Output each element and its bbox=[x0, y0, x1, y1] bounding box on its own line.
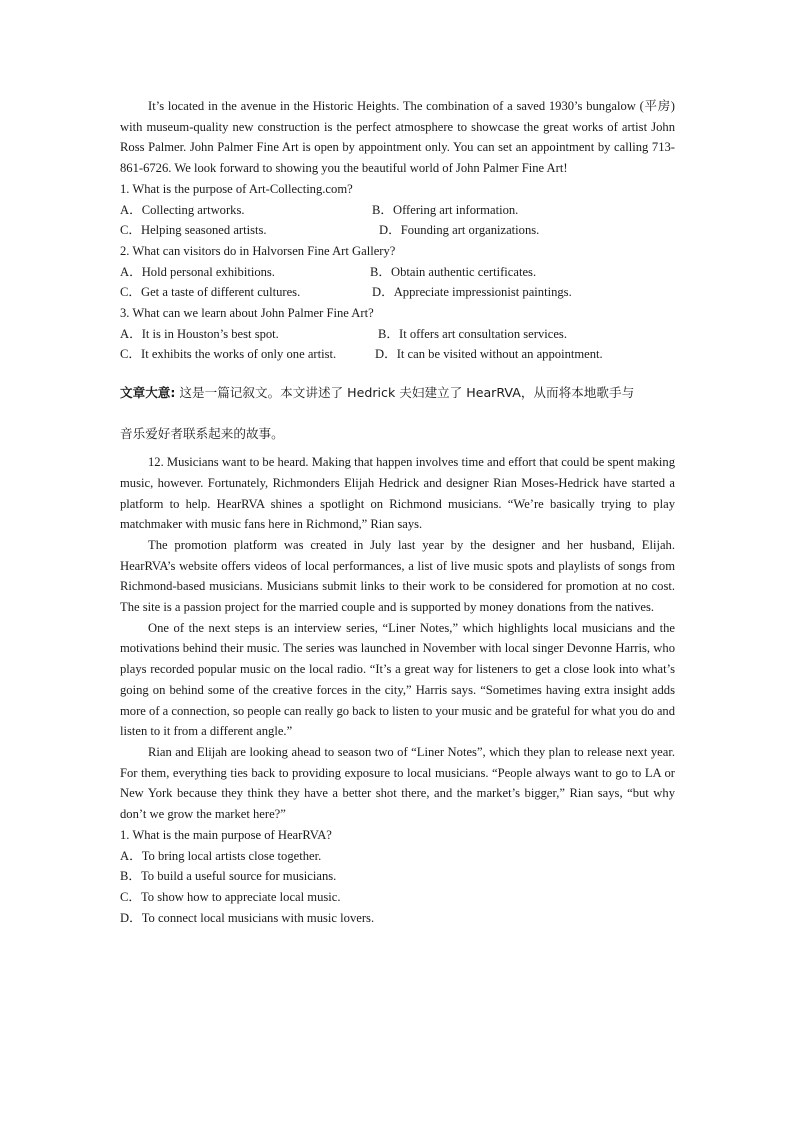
option-a: A．It is in Houston’s best spot. bbox=[120, 326, 279, 341]
summary-line-1 bbox=[120, 383, 675, 403]
options-grid bbox=[120, 324, 675, 345]
option-c: C．Get a taste of different cultures. bbox=[120, 285, 301, 300]
passage2-paragraph: Rian and Elijah are looking ahead to season two of “Liner Notes”, which they plan to release next year. For them, everything ties back to providing exposure to local musicians. “People always want to go to LA or New York because they think they have a better shot there, and the market’s bigger,” Rian says, “but why don’t we grow the market here?” bbox=[120, 744, 675, 822]
question-stem: 1. What is the main purpose of HearRVA? bbox=[120, 827, 332, 842]
option-c: C．To show how to appreciate local music. bbox=[120, 889, 341, 904]
options-grid bbox=[120, 262, 675, 283]
summary-line-2: 音乐爱好者联系起来的故事。 bbox=[120, 426, 284, 442]
options-grid bbox=[120, 220, 675, 241]
option-a: A．Hold personal exhibitions. bbox=[120, 264, 275, 279]
question-stem: 3. What can we learn about John Palmer Fine Art? bbox=[120, 306, 374, 321]
option-d: D．Appreciate impressionist paintings. bbox=[372, 285, 572, 300]
document-page bbox=[120, 96, 675, 928]
passage1-paragraph: It’s located in the avenue in the Historic Heights. The combination of a saved 1930’s bungalow (平房) with museum-quality new construction is the perfect atmosphere to showcase the great works of artist John Ross Palmer. John Palmer Fine Art is open by appointment only. You can set an appointment by calling 713-861-6726. We look forward to showing you the beautiful world of John Palmer Fine Art! bbox=[120, 99, 675, 176]
options-grid bbox=[120, 344, 675, 365]
option-a: A．To bring local artists close together. bbox=[120, 848, 322, 863]
summary-text: 这是一篇记叙文。本文讲述了 Hedrick 夫妇建立了 HearRVA，从而将本地歌手与 bbox=[175, 385, 635, 401]
options-grid bbox=[120, 282, 675, 303]
option-d: D．Founding art organizations. bbox=[379, 223, 540, 238]
option-b: B．To build a useful source for musicians. bbox=[120, 869, 337, 884]
summary-label: 文章大意: bbox=[120, 385, 176, 401]
option-b: B．It offers art consultation services. bbox=[378, 326, 567, 341]
option-a: A．Collecting artworks. bbox=[120, 202, 245, 217]
question-stem: 2. What can visitors do in Halvorsen Fine Art Gallery? bbox=[120, 243, 396, 258]
options-grid bbox=[120, 200, 675, 221]
option-d: D．It can be visited without an appointment. bbox=[375, 347, 603, 362]
option-b: B．Offering art information. bbox=[372, 202, 519, 217]
option-d: D．To connect local musicians with music lovers. bbox=[120, 910, 375, 925]
option-b: B．Obtain authentic certificates. bbox=[370, 264, 537, 279]
passage2-paragraph: One of the next steps is an interview series, “Liner Notes,” which highlights local musicians and the motivations behind their music. The series was launched in November with local singer Devonne Harris, who plays recorded popular music on the local radio. “It’s a great way for listeners to get a close look into what’s going on behind some of the creative forces in the city,” Harris says. “Sometimes having extra insight adds more of a connection, so people can really go back to listen to your music and be grateful for what you do and listen to it from a different angle.” bbox=[120, 620, 676, 739]
passage2-paragraph: 12. Musicians want to be heard. Making that happen involves time and effort that could be spent making music, however. Fortunately, Richmonders Elijah Hedrick and designer Rian Moses-Hedrick have started a platform to help. HearRVA shines a spotlight on Richmond musicians. “We’re basically trying to play matchmaker with music fans here in Richmond,” Rian says. bbox=[120, 455, 675, 532]
article-summary bbox=[120, 383, 675, 444]
option-c: C．Helping seasoned artists. bbox=[120, 223, 267, 238]
option-c: C．It exhibits the works of only one artist. bbox=[120, 347, 337, 362]
passage2-paragraph: The promotion platform was created in July last year by the designer and her husband, Elijah. HearRVA’s website offers videos of local performances, a list of live music spots and playlists of songs from Richmond-based musicians. Musicians submit links to their work to be considered for promotion at no cost. The site is a passion project for the married couple and is supported by money donations from the natives. bbox=[120, 537, 675, 615]
question-stem: 1. What is the purpose of Art-Collecting.com? bbox=[120, 181, 353, 196]
